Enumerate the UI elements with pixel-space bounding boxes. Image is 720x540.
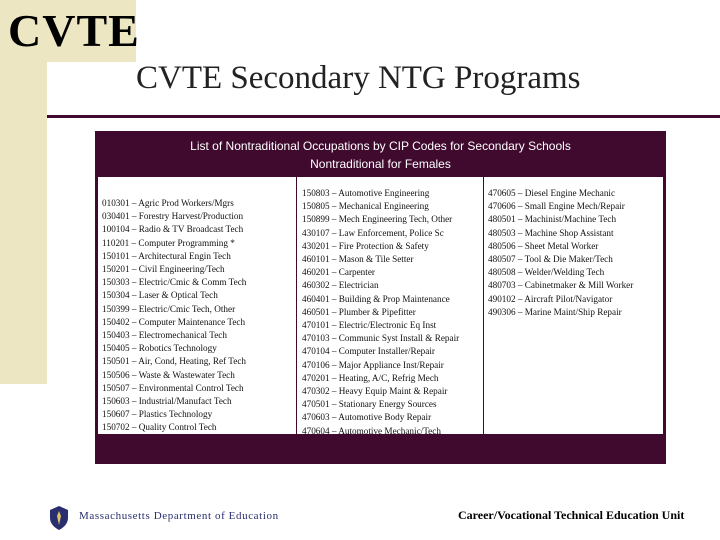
occupation-item: 150101 – Architectural Engin Tech: [102, 250, 231, 261]
occupation-item: 490102 – Aircraft Pilot/Navigator: [488, 293, 613, 304]
occupation-item: 470201 – Heating, A/C, Refrig Mech: [302, 372, 439, 383]
occupation-item: 480507 – Tool & Die Maker/Tech: [488, 254, 613, 265]
occupation-item: 470604 – Automotive Mechanic/Tech: [302, 425, 441, 436]
occupation-item: 430201 – Fire Protection & Safety: [302, 240, 429, 251]
occupation-column-1: [102, 197, 246, 435]
occupation-item: 460501 – Plumber & Pipefitter: [302, 306, 416, 317]
occupation-item: 470605 – Diesel Engine Mechanic: [488, 188, 616, 198]
state-seal-icon: [48, 505, 70, 531]
table-header-title: List of Nontraditional Occupations by CIP Codes for Secondary Schools: [190, 139, 571, 153]
title-divider: [47, 115, 720, 118]
occupation-item: 480508 – Welder/Welding Tech: [488, 267, 605, 278]
occupation-item: 470103 – Communic Syst Install & Repair: [302, 333, 460, 344]
occupation-item: 490306 – Marine Maint/Ship Repair: [488, 306, 622, 317]
occupation-item: 150403 – Electromechanical Tech: [102, 330, 227, 341]
occupation-item: 470501 – Stationary Energy Sources: [302, 399, 437, 410]
left-accent-bar: [0, 62, 47, 384]
cvte-logo: CVTE: [0, 0, 136, 62]
unit-name: Career/Vocational Technical Education Unit: [458, 508, 685, 522]
occupation-item: 480503 – Machine Shop Assistant: [488, 227, 614, 238]
occupation-item: 150201 – Civil Engineering/Tech: [102, 264, 225, 275]
occupation-item: 470101 – Electric/Electronic Eq Inst: [302, 320, 437, 331]
occupation-item: 150506 – Waste & Wastewater Tech: [102, 369, 235, 380]
occupation-item: 100104 – Radio & TV Broadcast Tech: [102, 224, 244, 235]
occupation-item: 470104 – Computer Installer/Repair: [302, 346, 435, 357]
occupation-item: 460302 – Electrician: [302, 280, 379, 291]
occupation-item: 030401 – Forestry Harvest/Production: [102, 211, 244, 222]
occupation-item: 150507 – Environmental Control Tech: [102, 382, 244, 393]
occupation-item: 150899 – Mech Engineering Tech, Other: [302, 214, 453, 225]
occupation-item: 460201 – Carpenter: [302, 267, 375, 278]
occupation-item: 150405 – Robotics Technology: [102, 343, 217, 354]
occupation-item: 470606 – Small Engine Mech/Repair: [488, 201, 625, 212]
occupation-item: 150603 – Industrial/Manufact Tech: [102, 396, 232, 407]
occupation-item: 150702 – Quality Control Tech: [102, 422, 217, 433]
occupation-item: 480506 – Sheet Metal Worker: [488, 240, 599, 251]
occupation-item: 150303 – Electric/Cmic & Comm Tech: [102, 277, 247, 288]
occupation-item: 150803 – Automotive Engineering: [302, 188, 430, 198]
occupation-item: 480703 – Cabinetmaker & Mill Worker: [488, 280, 634, 291]
occupation-column-3: [488, 187, 633, 319]
page-title: CVTE Secondary NTG Programs: [136, 60, 581, 96]
occupation-column-2: [302, 187, 459, 438]
column-divider: [483, 177, 484, 434]
occupation-item: 480501 – Machinist/Machine Tech: [488, 214, 617, 225]
occupation-item: 470106 – Major Appliance Inst/Repair: [302, 359, 444, 370]
occupation-item: 010301 – Agric Prod Workers/Mgrs: [102, 198, 234, 208]
occupation-item: 470302 – Heavy Equip Maint & Repair: [302, 386, 448, 397]
occupations-table: [95, 131, 666, 464]
column-divider: [296, 177, 297, 434]
occupation-item: 150501 – Air, Cond, Heating, Ref Tech: [102, 356, 247, 367]
occupation-item: 150402 – Computer Maintenance Tech: [102, 316, 246, 327]
occupation-item: 150805 – Mechanical Engineering: [302, 201, 429, 212]
table-header: [96, 132, 665, 176]
table-body: [98, 177, 663, 434]
occupation-item: 470603 – Automotive Body Repair: [302, 412, 432, 423]
occupation-item: 430107 – Law Enforcement, Police Sc: [302, 227, 444, 238]
occupation-item: 460101 – Mason & Tile Setter: [302, 254, 414, 265]
occupation-item: 150399 – Electric/Cmic Tech, Other: [102, 303, 236, 314]
occupation-item: 150607 – Plastics Technology: [102, 409, 213, 420]
department-name: Massachusetts Department of Education: [79, 510, 279, 522]
table-header-subtitle: Nontraditional for Females: [310, 157, 451, 171]
occupation-item: 110201 – Computer Programming *: [102, 237, 235, 248]
occupation-item: 150304 – Laser & Optical Tech: [102, 290, 218, 301]
occupation-item: 460401 – Building & Prop Maintenance: [302, 293, 450, 304]
